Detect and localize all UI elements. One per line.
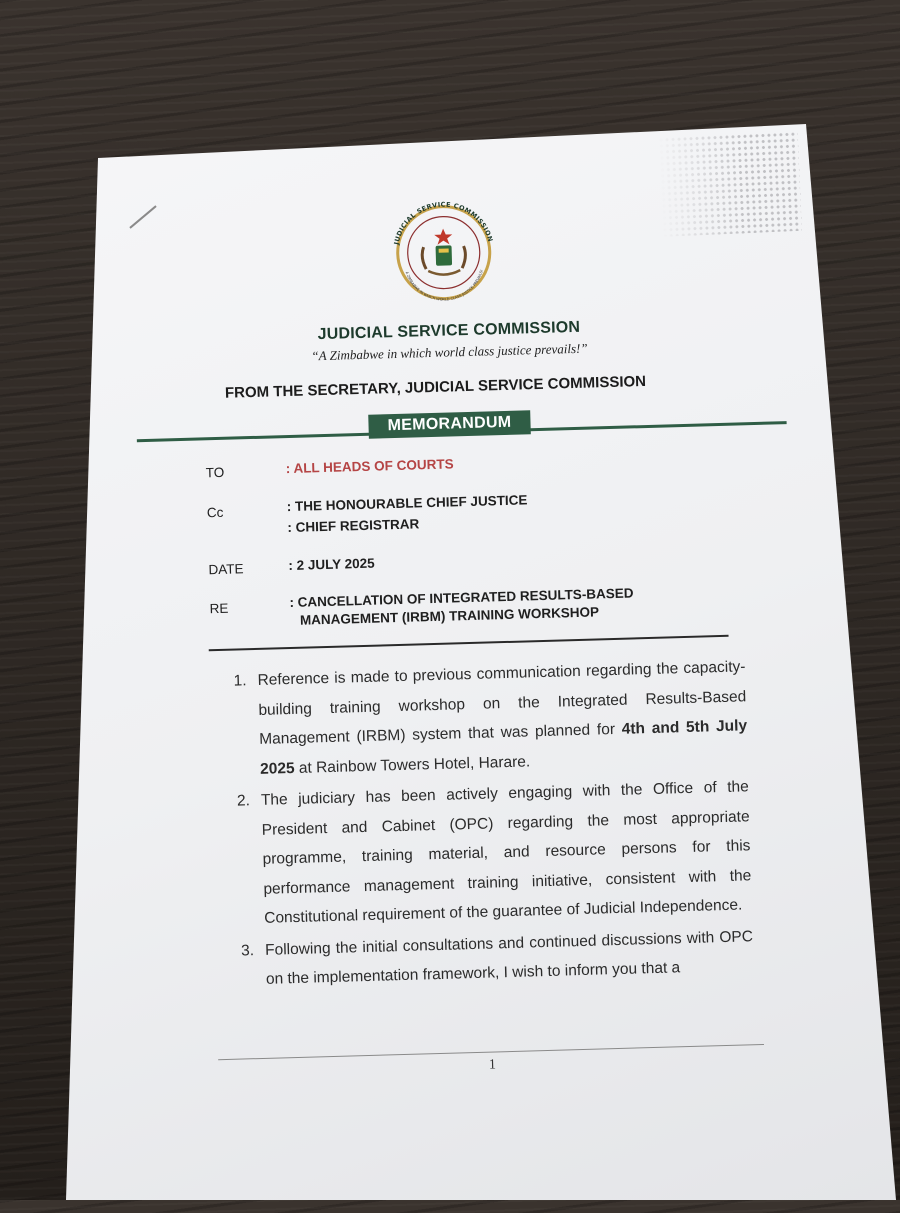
list-item — [237, 772, 753, 934]
jsc-seal-icon — [376, 189, 511, 303]
cc-label: Cc — [206, 504, 224, 521]
paragraph-text — [257, 652, 748, 784]
paragraph-number: 3. — [240, 941, 255, 960]
paragraph-number: 1. — [233, 672, 247, 690]
page-number: 1 — [488, 1057, 497, 1073]
cc-value-2: : CHIEF REGISTRAR — [287, 516, 420, 536]
seal-ring-text-top: JUDICIAL SERVICE COMMISSION — [392, 200, 495, 246]
paragraph-text: Following the initial consultations and continued discussions with OPC on the implementation framework, I wish to inform you that a — [264, 927, 754, 988]
memo-body — [233, 652, 754, 997]
date-label: DATE — [208, 561, 244, 578]
paragraph-number: 2. — [236, 792, 251, 810]
organization-motto: “A Zimbabwe in which world class justice prevails!” — [311, 340, 588, 364]
paragraph-text-b: at Rainbow Towers Hotel, Harare. — [294, 752, 531, 777]
header-bottom-rule — [209, 635, 729, 652]
list-item — [233, 652, 748, 784]
from-line: FROM THE SECRETARY, JUDICIAL SERVICE COMMISSION — [224, 372, 647, 402]
to-label: TO — [205, 464, 225, 481]
paragraph-text: The judiciary has been actively engaging with the Office of the President and Cabinet (OPC) regarding the most appropriate programme, training material, and resource persons for this performance management training initiative, consistent with the Constitutional requirement of the guarantee of Judicial Independence. — [260, 778, 752, 927]
workshop-dates: 4th and 5th July 2025 — [259, 717, 748, 778]
cc-value-1: : THE HONOURABLE CHIEF JUSTICE — [286, 492, 528, 515]
re-value-2: MANAGEMENT (IRBM) TRAINING WORKSHOP — [299, 604, 600, 628]
re-value-1: : CANCELLATION OF INTEGRATED RESULTS-BASED — [289, 585, 634, 611]
organization-name: JUDICIAL SERVICE COMMISSION — [317, 318, 581, 344]
memorandum-label: MEMORANDUM — [368, 410, 531, 439]
seal-ring-text-bottom: A ZIMBABWE IN WHICH WORLD CLASS JUSTICE PREVAILS! — [404, 269, 484, 302]
date-value: : 2 JULY 2025 — [288, 555, 375, 574]
paragraph-text-a: Reference is made to previous communication regarding the capacity-building training workshop on the Integrated Results-Based Management (IRBM) system that was planned for — [257, 658, 747, 748]
re-label: RE — [209, 600, 229, 617]
list-item — [241, 922, 754, 995]
to-value: : ALL HEADS OF COURTS — [285, 456, 454, 477]
